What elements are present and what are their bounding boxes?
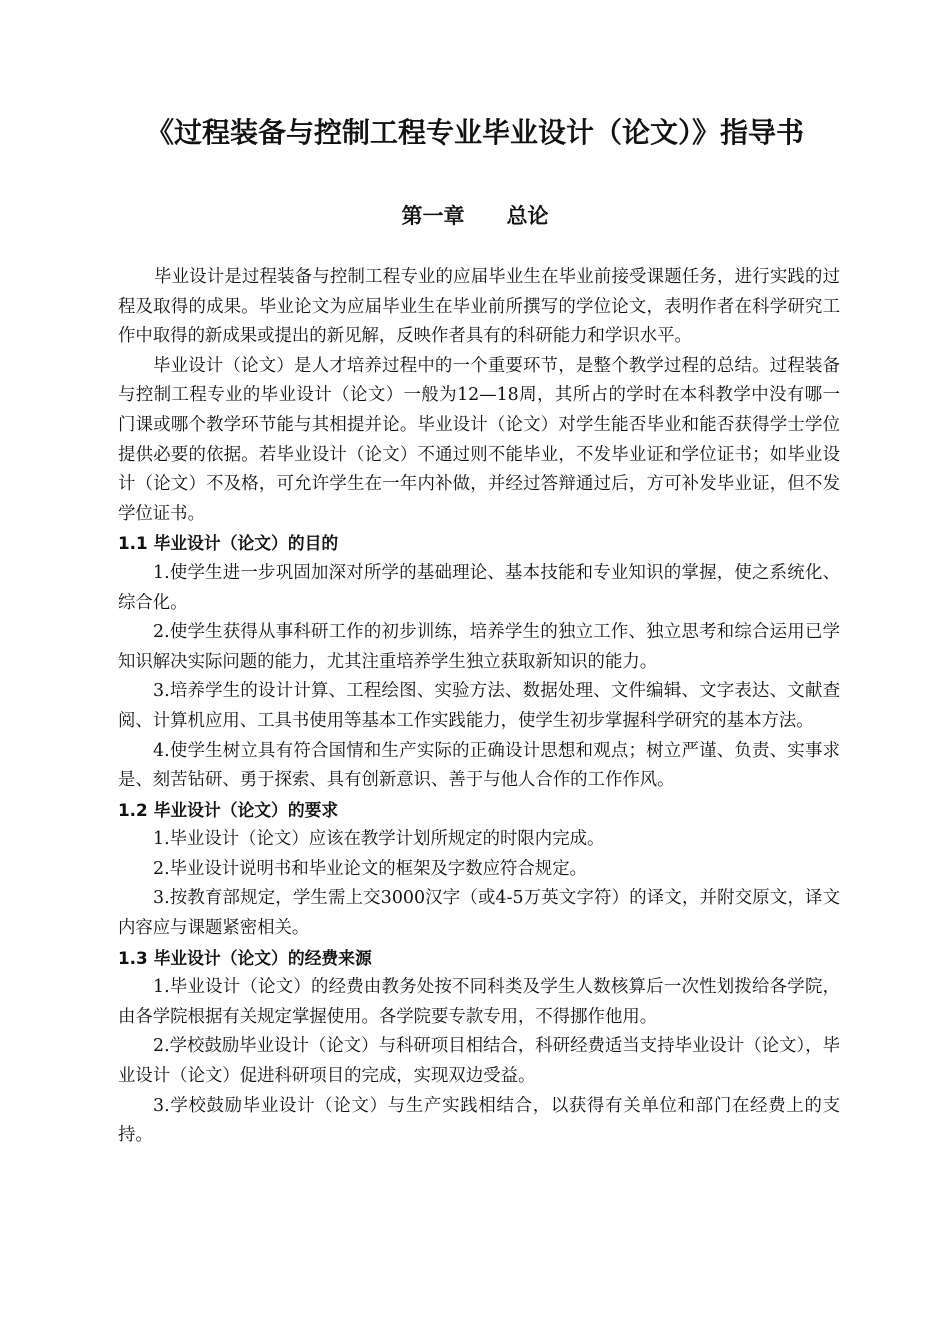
section-item: 3.按教育部规定，学生需上交3000汉字（或4-5万英文字符）的译文，并附交原文，译文内容应与课题紧密相关。 — [118, 888, 840, 939]
section-item: 2.学校鼓励毕业设计（论文）与科研项目相结合，科研经费适当支持毕业设计（论文），毕业设计（论文）促进科研项目的完成，实现双边受益。 — [118, 1036, 840, 1087]
chapter-title: 第一章 总论 — [401, 204, 549, 228]
section-item: 3.培养学生的设计计算、工程绘图、实验方法、数据处理、文件编辑、文字表达、文献查阅、计算机应用、工具书使用等基本工作实践能力，使学生初步掌握科学研究的基本方法。 — [118, 681, 840, 731]
document-body — [118, 263, 840, 1151]
section-item: 1.毕业设计（论文）的经费由教务处按不同科类及学生人数核算后一次性划拨给各学院，由各学院根据有关规定掌握使用。各学院要专款专用，不得挪作他用。 — [118, 977, 840, 1027]
section-heading: 1.2 毕业设计（论文）的要求 — [118, 799, 339, 820]
section-heading: 1.3 毕业设计（论文）的经费来源 — [118, 947, 372, 968]
section-heading: 1.1 毕业设计（论文）的目的 — [118, 533, 339, 554]
intro-paragraph: 毕业设计是过程装备与控制工程专业的应届毕业生在毕业前接受课题任务，进行实践的过程及取得的成果。毕业论文为应届毕业生在毕业前所撰写的学位论文，表明作者在科学研究工作中取得的新成果或提出的新见解，反映作者具有的科研能力和学识水平。 — [118, 267, 840, 347]
section-item: 4.使学生树立具有符合国情和生产实际的正确设计思想和观点；树立严谨、负责、实事求是、刻苦钻研、勇于探索、具有创新意识、善于与他人合作的工作作风。 — [118, 740, 840, 791]
document-title: 《过程装备与控制工程专业毕业设计（论文）》指导书 — [145, 116, 804, 149]
section-item: 2.毕业设计说明书和毕业论文的框架及字数应符合规定。 — [153, 858, 587, 879]
section-item: 1.毕业设计（论文）应该在教学计划所规定的时限内完成。 — [153, 829, 605, 850]
section-item: 3.学校鼓励毕业设计（论文）与生产实践相结合，以获得有关单位和部门在经费上的支持。 — [118, 1095, 840, 1146]
section-item: 1.使学生进一步巩固加深对所学的基础理论、基本技能和专业知识的掌握，使之系统化、综合化。 — [118, 562, 840, 613]
section-item: 2.使学生获得从事科研工作的初步训练，培养学生的独立工作、独立思考和综合运用已学知识解决实际问题的能力，尤其注重培养学生独立获取新知识的能力。 — [118, 622, 840, 672]
intro-paragraph: 毕业设计（论文）是人才培养过程中的一个重要环节，是整个教学过程的总结。过程装备与控制工程专业的毕业设计（论文）一般为12—18周，其所占的学时在本科教学中没有哪一门课或哪个教学环节能与其相提并论。毕业设计（论文）对学生能否毕业和能否获得学士学位提供必要的依据。若毕业设计（论文）不通过则不能毕业，不发毕业证和学位证书；如毕业设计（论文）不及格，可允许学生在一年内补做，并经过答辩通过后，方可补发毕业证，但不发学位证书。 — [118, 355, 840, 524]
